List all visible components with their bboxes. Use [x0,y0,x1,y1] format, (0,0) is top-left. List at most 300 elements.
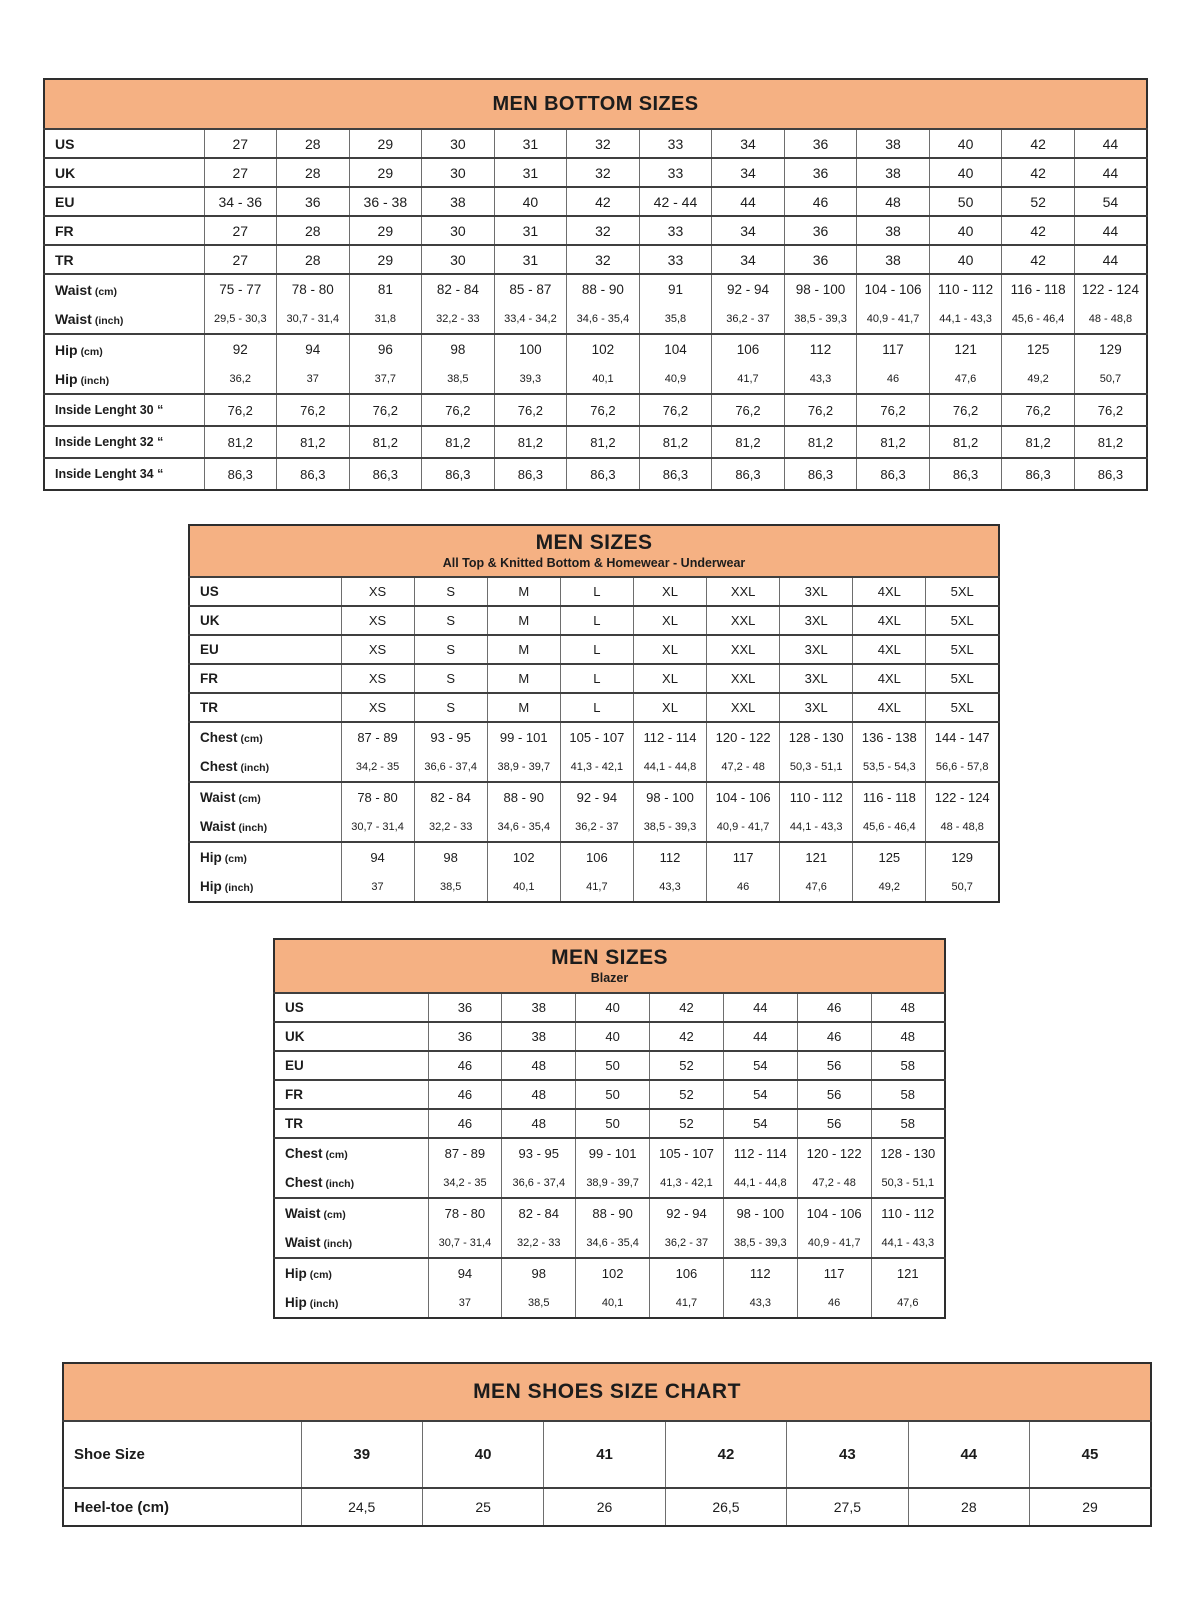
table-cell: 24,5 [301,1488,422,1526]
table-cell: L [560,635,633,664]
table-row [189,872,999,902]
row-label-text: Hip [285,1266,307,1281]
table-cell: 46 [797,993,871,1022]
table-cell: 28 [277,158,350,187]
table-cell: 39 [301,1421,422,1488]
table-cell: 36,2 [204,364,277,394]
table-cell: 40 [576,993,650,1022]
table-cell: 48 - 48,8 [1074,304,1147,334]
table-cell: 32,2 - 33 [414,812,487,842]
table-cell: 50,7 [951,880,973,893]
table-cell: 81,2 [857,426,930,458]
table-cell: 58 [871,1080,945,1109]
table-cell: 102 [567,334,640,364]
table-cell: 48 [502,1080,576,1109]
table-cell: 110 - 112 [780,782,853,812]
row-label-unit: (cm) [323,1209,346,1221]
table-row [274,1080,945,1109]
table-cell: 32 [567,129,640,158]
table-cell: 36,2 - 37 [712,304,785,334]
table-row [44,394,1147,426]
table-cell: 94 [277,334,350,364]
table-cell: 98 [422,334,495,364]
table-cell: XL [633,693,706,722]
row-label-text: FR [200,671,218,686]
row-label-text: Waist [200,819,236,834]
table-row [44,334,1147,364]
row-label-unit: (inch) [94,314,124,327]
table-row [44,426,1147,458]
men-bottom-sizes-table [43,78,1148,491]
row-label-text: US [200,584,219,599]
table-row [189,664,999,693]
row-label-unit: (inch) [323,1238,353,1250]
row-label-text: US [285,1000,304,1015]
table-cell: 46 [857,364,930,394]
table-cell: 32,2 - 33 [502,1228,576,1258]
row-label [274,1051,428,1080]
table-cell: 129 [1099,342,1122,357]
table-cell: 86,3 [712,458,785,490]
table-cell: 46 [784,187,857,216]
table-cell: 50,3 - 51,1 [871,1168,945,1198]
row-label-text: EU [55,193,75,210]
table-cell: 31,8 [349,304,422,334]
table-cell: 36,2 - 37 [650,1228,724,1258]
table-cell: 76,2 [277,394,350,426]
table-cell: 4XL [853,577,926,606]
table-cell: 50,7 [1074,364,1147,394]
row-label-text: Hip [200,850,222,865]
table-row [63,1421,1151,1488]
table-cell: 110 - 112 [929,274,1002,304]
table-cell: 34,6 - 35,4 [487,812,560,842]
table-cell: 48 [871,1022,945,1051]
table-cell: 105 - 107 [560,722,633,752]
table-cell: 98 - 100 [784,274,857,304]
table-cell: 81,2 [1074,426,1147,458]
table-cell: XXL [707,693,780,722]
table-cell: 52 [650,1109,724,1138]
table-row [44,187,1147,216]
table-cell: 29 [349,216,422,245]
table-cell: 86,3 [784,458,857,490]
table-cell: 76,2 [712,394,785,426]
table-cell: 41,7 [650,1288,724,1318]
table-cell: 110 - 112 [881,1206,935,1221]
table-cell: 93 - 95 [502,1138,576,1168]
table-cell: 33 [639,245,712,274]
table-cell: 99 - 101 [487,722,560,752]
table-cell: 29 [349,129,422,158]
table-cell: 76,2 [494,394,567,426]
table-cell: 54 [1074,187,1147,216]
table-cell: 44 [1074,216,1147,245]
table-cell: 41,7 [560,872,633,902]
row-label-text: FR [285,1087,303,1102]
table-cell: 76,2 [857,394,930,426]
table-cell: L [560,693,633,722]
table-cell: 38,5 [414,872,487,902]
table-cell: 28 [277,129,350,158]
table-cell: 40 [494,187,567,216]
table-cell: M [487,606,560,635]
table-cell: S [414,664,487,693]
row-label [44,334,204,364]
table-cell: M [487,635,560,664]
table-cell: XXL [707,606,780,635]
table-cell: 112 [633,842,706,872]
table-cell: 112 [784,334,857,364]
row-label [44,426,204,458]
table-cell: 56 [797,1109,871,1138]
table-row [189,577,999,606]
row-label-text: Chest [200,730,238,745]
table-cell: 34 - 36 [204,187,277,216]
table-cell: 52 [650,1080,724,1109]
row-label-text: Waist [285,1206,321,1221]
row-label-text: Inside Lenght 30 “ [55,403,164,417]
table-cell: 36 [277,187,350,216]
table-cell: 41,7 [712,364,785,394]
row-label-text: EU [285,1058,304,1073]
table-row [44,364,1147,394]
row-label-text: Hip [55,370,78,387]
table-cell: 86,3 [494,458,567,490]
table-cell: 30,7 - 31,4 [277,304,350,334]
row-label [189,722,341,752]
table-subtitle: Blazer [590,970,629,985]
row-label [63,1488,301,1526]
table-cell: 40,9 - 41,7 [797,1228,871,1258]
table-title: MEN SIZES [535,530,653,554]
table-row [189,842,999,872]
row-label [274,1258,428,1288]
table-cell: 54 [723,1051,797,1080]
table-cell: 44 [1074,129,1147,158]
table-cell: 46 [707,872,780,902]
row-label-unit: (inch) [325,1178,355,1190]
row-label [274,993,428,1022]
row-label [274,1022,428,1051]
table-cell: 29 [349,158,422,187]
table-cell: 31 [494,158,567,187]
table-row [189,693,999,722]
table-cell: 38,5 [502,1288,576,1318]
row-label-text: Waist [200,790,236,805]
table-cell: 50 [929,187,1002,216]
table-cell: 76,2 [204,394,277,426]
table-cell: 48 - 48,8 [926,812,999,842]
table-cell: 96 [349,334,422,364]
men-sizes-top-table [188,524,1000,903]
table-row [189,752,999,782]
table-cell: 54 [723,1109,797,1138]
table-cell: 46 [797,1288,871,1318]
men-sizes-blazer-table [273,938,946,1319]
row-label-unit: (cm) [240,733,263,745]
table-cell: 33 [639,158,712,187]
row-label [44,364,204,394]
table-cell: M [487,577,560,606]
table-cell: 37,7 [349,364,422,394]
row-label-text: Chest [200,759,238,774]
table-cell: 104 - 106 [857,274,930,304]
table-cell: 42 [567,187,640,216]
table-cell: 100 [494,334,567,364]
table-cell: 42 [1002,158,1075,187]
table-cell: 34,2 - 35 [341,752,414,782]
table-cell: 37 [277,364,350,394]
table-cell: 38,5 - 39,3 [633,812,706,842]
table-cell: 38 [857,158,930,187]
row-label [189,693,341,722]
table-cell: 85 - 87 [494,274,567,304]
row-label [274,1080,428,1109]
table-cell: 82 - 84 [502,1198,576,1228]
table-cell: XXL [707,664,780,693]
table-cell: 122 - 124 [934,790,990,805]
table-cell: 32 [567,158,640,187]
table-cell: 76,2 [1002,394,1075,426]
table-cell: 34,2 - 35 [428,1168,502,1198]
table-cell: 44 [1074,158,1147,187]
table-cell: 46 [428,1051,502,1080]
table-cell: 75 - 77 [204,274,277,304]
table-cell: 81,2 [929,426,1002,458]
table-cell: 38 [422,187,495,216]
table-cell: 31 [494,245,567,274]
table-cell: 120 - 122 [797,1138,871,1168]
table-cell: M [487,693,560,722]
row-label [44,304,204,334]
table-row [44,216,1147,245]
row-label [274,1138,428,1168]
table-cell: 117 [707,842,780,872]
row-label-unit: (cm) [80,345,103,358]
table-cell: 56,6 - 57,8 [926,752,999,782]
table-cell: 81,2 [639,426,712,458]
row-label-unit: (inch) [224,882,254,894]
table-cell: L [560,606,633,635]
row-label [44,245,204,274]
table-cell: 37 [428,1288,502,1318]
table-header [44,79,1147,129]
table-row [44,129,1147,158]
table-cell: 117 [797,1258,871,1288]
table-cell: 78 - 80 [341,782,414,812]
table-row [274,993,945,1022]
table-cell: 3XL [780,693,853,722]
table-cell: 41,3 - 42,1 [560,752,633,782]
table-cell: 40,1 [567,364,640,394]
table-cell: 38 [502,1022,576,1051]
table-row [44,458,1147,490]
table-cell: 81 [349,274,422,304]
table-cell: 3XL [780,664,853,693]
table-cell: XL [633,606,706,635]
table-cell: 34 [712,158,785,187]
table-title: MEN SHOES SIZE CHART [473,1379,741,1403]
table-cell: 42 [1002,129,1075,158]
table-cell: 43,3 [784,364,857,394]
table-cell: 136 - 138 [853,722,926,752]
table-cell: 58 [871,1051,945,1080]
table-cell: 81,2 [567,426,640,458]
table-cell: 26,5 [665,1488,786,1526]
table-cell: 52 [650,1051,724,1080]
table-cell: 48 [857,187,930,216]
table-cell: 36 [784,245,857,274]
table-cell: 121 [929,334,1002,364]
row-label [189,872,341,902]
table-cell: 42 - 44 [639,187,712,216]
table-cell: 34,6 - 35,4 [576,1228,650,1258]
table-row [274,1198,945,1228]
table-cell: 36 [428,1022,502,1051]
table-cell: XS [341,577,414,606]
table-cell: 32 [567,245,640,274]
row-label [189,782,341,812]
row-label-text: Chest [285,1146,323,1161]
table-cell: 43,3 [633,872,706,902]
table-cell: 129 [951,850,974,865]
table-cell: 76,2 [929,394,1002,426]
row-label-text: Inside Lenght 34 “ [55,467,164,481]
row-label [189,635,341,664]
table-cell: 106 [560,842,633,872]
row-label-text: Heel-toe (cm) [74,1498,170,1516]
table-cell: 98 - 100 [633,782,706,812]
table-cell: 40,1 [576,1288,650,1318]
table-cell: 47,2 - 48 [707,752,780,782]
table-header-row [189,525,999,577]
table-cell: 102 [576,1258,650,1288]
table-cell: 128 - 130 [780,722,853,752]
table-cell: 106 [650,1258,724,1288]
row-label-text: TR [200,700,218,715]
table-cell: 125 [853,842,926,872]
table-cell: 78 - 80 [428,1198,502,1228]
table-cell: 47,2 - 48 [797,1168,871,1198]
table-cell: 46 [797,1022,871,1051]
table-cell: 38,9 - 39,7 [487,752,560,782]
table-cell: 44 [1074,245,1147,274]
table-cell: 31 [494,129,567,158]
table-cell: 104 [639,334,712,364]
table-cell: XS [341,664,414,693]
table-cell: 81,2 [204,426,277,458]
table-row [44,245,1147,274]
table-cell: 38 [857,129,930,158]
table-cell: 40 [929,158,1002,187]
table-cell: 86,3 [1097,466,1124,482]
table-cell: 5XL [926,693,999,722]
table-cell: 30,7 - 31,4 [341,812,414,842]
table-cell: 34 [712,129,785,158]
table-cell: 33 [639,129,712,158]
table-cell: 29,5 - 30,3 [204,304,277,334]
row-label-text: UK [285,1029,305,1044]
table-cell: 43 [787,1421,908,1488]
table-row [189,722,999,752]
table-cell: 122 - 124 [1081,282,1139,297]
table-cell: 37 [341,872,414,902]
table-cell: 48 [502,1109,576,1138]
table-cell: 36 [784,158,857,187]
table-cell: 45,6 - 46,4 [853,812,926,842]
row-label-unit: (cm) [224,853,247,865]
table-row [189,635,999,664]
table-cell: 32 [567,216,640,245]
table-cell: 105 - 107 [650,1138,724,1168]
table-cell: XS [341,693,414,722]
row-label [44,394,204,426]
table-cell: 116 - 118 [853,782,926,812]
table-cell: 5XL [926,635,999,664]
row-label-text: UK [200,613,220,628]
row-label-text: TR [285,1116,303,1131]
table-cell: 125 [1002,334,1075,364]
table-cell: 92 - 94 [560,782,633,812]
row-label-unit: (cm) [238,793,261,805]
table-cell: 39,3 [494,364,567,394]
table-row [44,158,1147,187]
table-cell: 46 [428,1080,502,1109]
table-row [274,1288,945,1318]
row-label-text: Hip [285,1295,307,1310]
row-label [44,458,204,490]
table-cell: 144 - 147 [934,730,990,745]
table-cell: 117 [857,334,930,364]
table-cell: 50 [576,1080,650,1109]
table-header-row [44,79,1147,129]
table-cell: 30 [422,158,495,187]
row-label [189,842,341,872]
table-cell: 44,1 - 44,8 [723,1168,797,1198]
row-label [189,664,341,693]
row-label [274,1168,428,1198]
table-cell: S [414,693,487,722]
table-cell: XXL [707,635,780,664]
table-cell: 44,1 - 43,3 [780,812,853,842]
table-cell: 86,3 [567,458,640,490]
table-cell: 54 [723,1080,797,1109]
table-title: MEN BOTTOM SIZES [492,92,699,115]
table-header [274,939,945,993]
table-cell: 40,9 [639,364,712,394]
table-cell: 121 [780,842,853,872]
table-cell: XS [341,606,414,635]
table-cell: 40 [929,216,1002,245]
table-cell: 94 [341,842,414,872]
row-label-unit: (inch) [309,1298,339,1310]
table-cell: 42 [1002,216,1075,245]
row-label-text: Waist [285,1235,321,1250]
table-cell: 40,1 [487,872,560,902]
table-cell: 36 [784,216,857,245]
row-label [274,1228,428,1258]
table-cell: 121 [896,1266,919,1281]
table-cell: 40,9 - 41,7 [857,304,930,334]
row-label [44,187,204,216]
table-cell: 25 [422,1488,543,1526]
table-cell: 81,2 [277,426,350,458]
table-cell: 44,1 - 44,8 [633,752,706,782]
table-cell: 86,3 [349,458,422,490]
row-label-text: Chest [285,1175,323,1190]
table-cell: 4XL [853,635,926,664]
